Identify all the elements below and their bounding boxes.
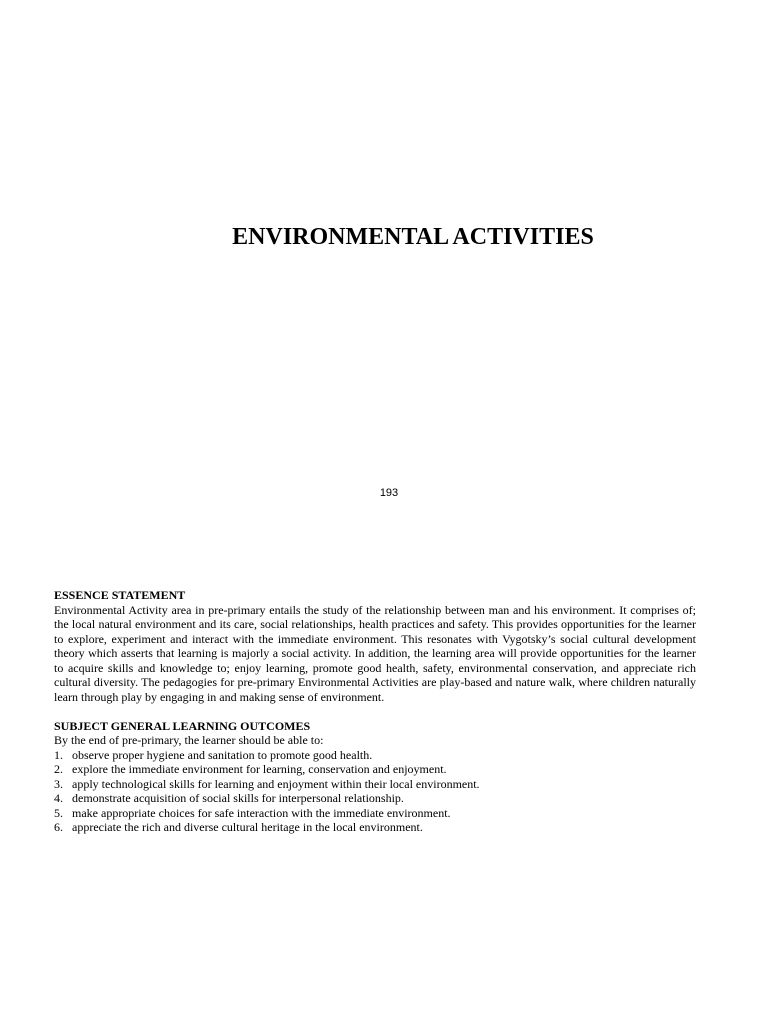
list-item: [54, 820, 696, 835]
list-item: [54, 748, 696, 763]
list-item: [54, 791, 696, 806]
page-title: ENVIRONMENTAL ACTIVITIES: [232, 224, 594, 250]
list-item: [54, 777, 696, 792]
essence-statement-paragraph: Environmental Activity area in pre-primary entails the study of the relationship between man and his environment. It comprises of; the local natural environment and its care, social relationships, health practices and safety. This provides opportunities for the learner to explore, experiment and interact with the immediate environment. This resonates with Vygotsky’s social cultural development theory which asserts that learning is majorly a social activity. In addition, the learning area will provide opportunities for the learner to acquire skills and knowledge to; enjoy learning, promote good health, safety, environmental conservation, and appreciate rich cultural diversity. The pedagogies for pre-primary Environmental Activities are play-based and nature walk, where children naturally learn through play by engaging in and making sense of environment.: [54, 602, 696, 704]
learning-outcomes-heading: SUBJECT GENERAL LEARNING OUTCOMES: [54, 718, 311, 733]
page-number: 193: [379, 487, 399, 499]
list-item: [54, 762, 696, 777]
list-item-number: 4.: [54, 791, 63, 805]
list-item-text: demonstrate acquisition of social skills for interpersonal relationship.: [72, 791, 404, 805]
document-body: [54, 588, 696, 835]
section-spacer: [54, 704, 696, 719]
list-item-number: 1.: [54, 747, 63, 762]
list-item-text: explore the immediate environment for learning, conservation and enjoyment.: [72, 762, 447, 776]
list-item-text: apply technological skills for learning and enjoyment within their local environment.: [72, 776, 480, 791]
list-item-number: 2.: [54, 762, 63, 776]
list-item-number: 3.: [54, 776, 63, 791]
learning-outcomes-intro: By the end of pre-primary, the learner should be able to:: [54, 733, 324, 747]
list-item-number: 5.: [54, 805, 63, 820]
list-item-text: make appropriate choices for safe interaction with the immediate environment.: [72, 805, 451, 820]
learning-outcomes-list: [54, 748, 696, 835]
list-item-number: 6.: [54, 820, 63, 834]
list-item: [54, 806, 696, 821]
list-item-text: appreciate the rich and diverse cultural heritage in the local environment.: [72, 820, 423, 834]
essence-statement-heading: ESSENCE STATEMENT: [54, 588, 186, 602]
list-item-text: observe proper hygiene and sanitation to promote good health.: [72, 747, 373, 762]
